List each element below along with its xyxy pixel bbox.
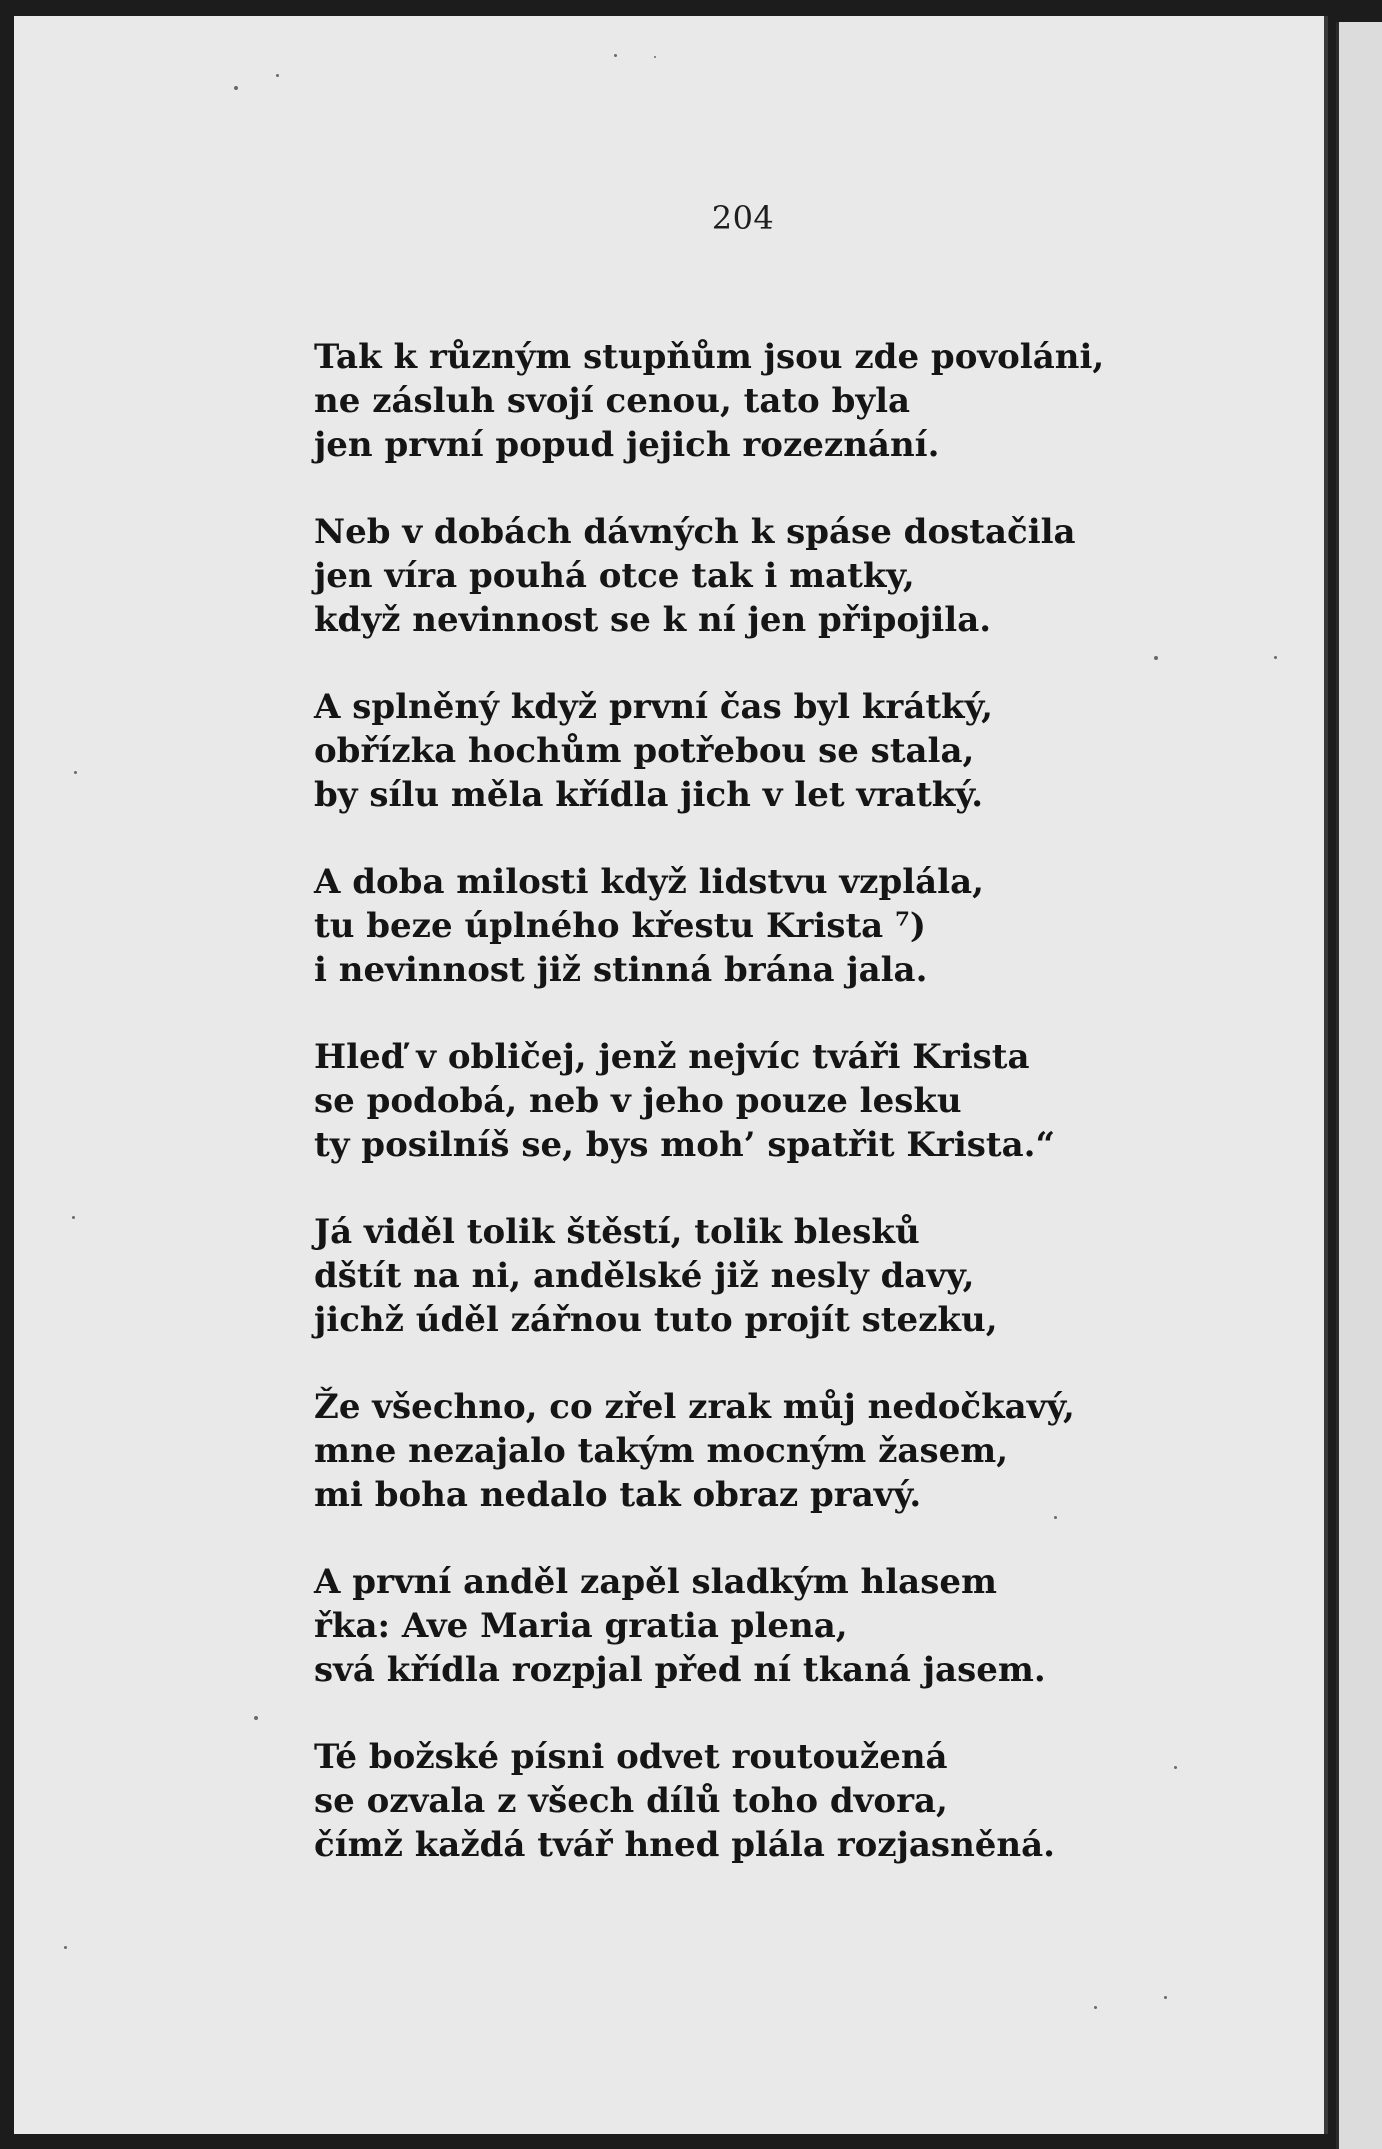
stanza [314,1735,1134,1867]
poem-line: A první anděl zapěl sladkým hlasem [314,1562,997,1602]
scan-speck [72,1216,75,1219]
poem-line: Tak k různým stupňům jsou zde povoláni, [314,337,1105,377]
poem-line: se podobá, neb v jeho pouze lesku [314,1081,962,1121]
stanza [314,860,1134,992]
poem-line: obřízka hochům potřebou se stala, [314,731,975,771]
poem-line: jen první popud jejich rozeznání. [314,425,940,465]
stanza [314,1035,1134,1167]
scan-speck [234,86,238,90]
poem-line: svá křídla rozpjal před ní tkaná jasem. [314,1650,1046,1690]
book-page [14,16,1328,2134]
scan-speck [74,771,77,774]
poem-line: mi boha nedalo tak obraz pravý. [314,1475,922,1515]
poem-line: dštít na ni, andělské již nesly davy, [314,1256,975,1296]
poem-line: se ozvala z všech dílů toho dvora, [314,1781,948,1821]
poem-line: A splněný když první čas byl krátký, [314,687,993,727]
scan-speck [654,56,656,58]
adjacent-page-edge [1336,22,1382,2149]
poem-line: mne nezajalo takým mocným žasem, [314,1431,1009,1471]
scan-speck [614,54,617,57]
poem-line: i nevinnost již stinná brána jala. [314,950,928,990]
scan-speck [276,74,279,77]
poem-line: Já viděl tolik štěstí, tolik blesků [314,1212,920,1252]
poem-line: jichž úděl zářnou tuto projít stezku, [314,1300,998,1340]
stanza [314,1385,1134,1517]
poem-text [314,335,1134,1910]
poem-line: jen víra pouhá otce tak i matky, [314,556,915,596]
scan-speck [64,1946,67,1949]
stanza [314,335,1134,467]
poem-line: Že všechno, co zřel zrak můj nedočkavý, [314,1387,1075,1427]
poem-line: by sílu měla křídla jich v let vratký. [314,775,984,815]
poem-line: čímž každá tvář hned plála rozjasněná. [314,1825,1056,1865]
stanza [314,510,1134,642]
poem-line: A doba milosti když lidstvu vzplála, [314,862,984,902]
scan-speck [1174,1766,1177,1769]
page-number: 204 [711,199,775,237]
poem-line: řka: Ave Maria gratia plena, [314,1606,848,1646]
poem-line: když nevinnost se k ní jen připojila. [314,600,992,640]
poem-line: ty posilníš se, bys moh’ spatřit Krista.“ [314,1125,1056,1165]
stanza [314,685,1134,817]
stanza [314,1560,1134,1692]
scan-speck [1094,2006,1097,2009]
scan-speck [1164,1996,1167,1999]
stanza [314,1210,1134,1342]
scan-speck [1054,1516,1057,1519]
poem-line: tu beze úplného křestu Krista ⁷) [314,906,927,946]
poem-line: Neb v dobách dávných k spáse dostačila [314,512,1076,552]
poem-line: Té božské písni odvet routoužená [314,1737,948,1777]
scan-speck [1154,656,1158,660]
poem-line: Hleď v obličej, jenž nejvíc tváři Krista [314,1037,1030,1077]
scan-speck [254,1716,258,1720]
scan-speck [1274,656,1277,659]
poem-line: ne zásluh svojí cenou, tato byla [314,381,911,421]
